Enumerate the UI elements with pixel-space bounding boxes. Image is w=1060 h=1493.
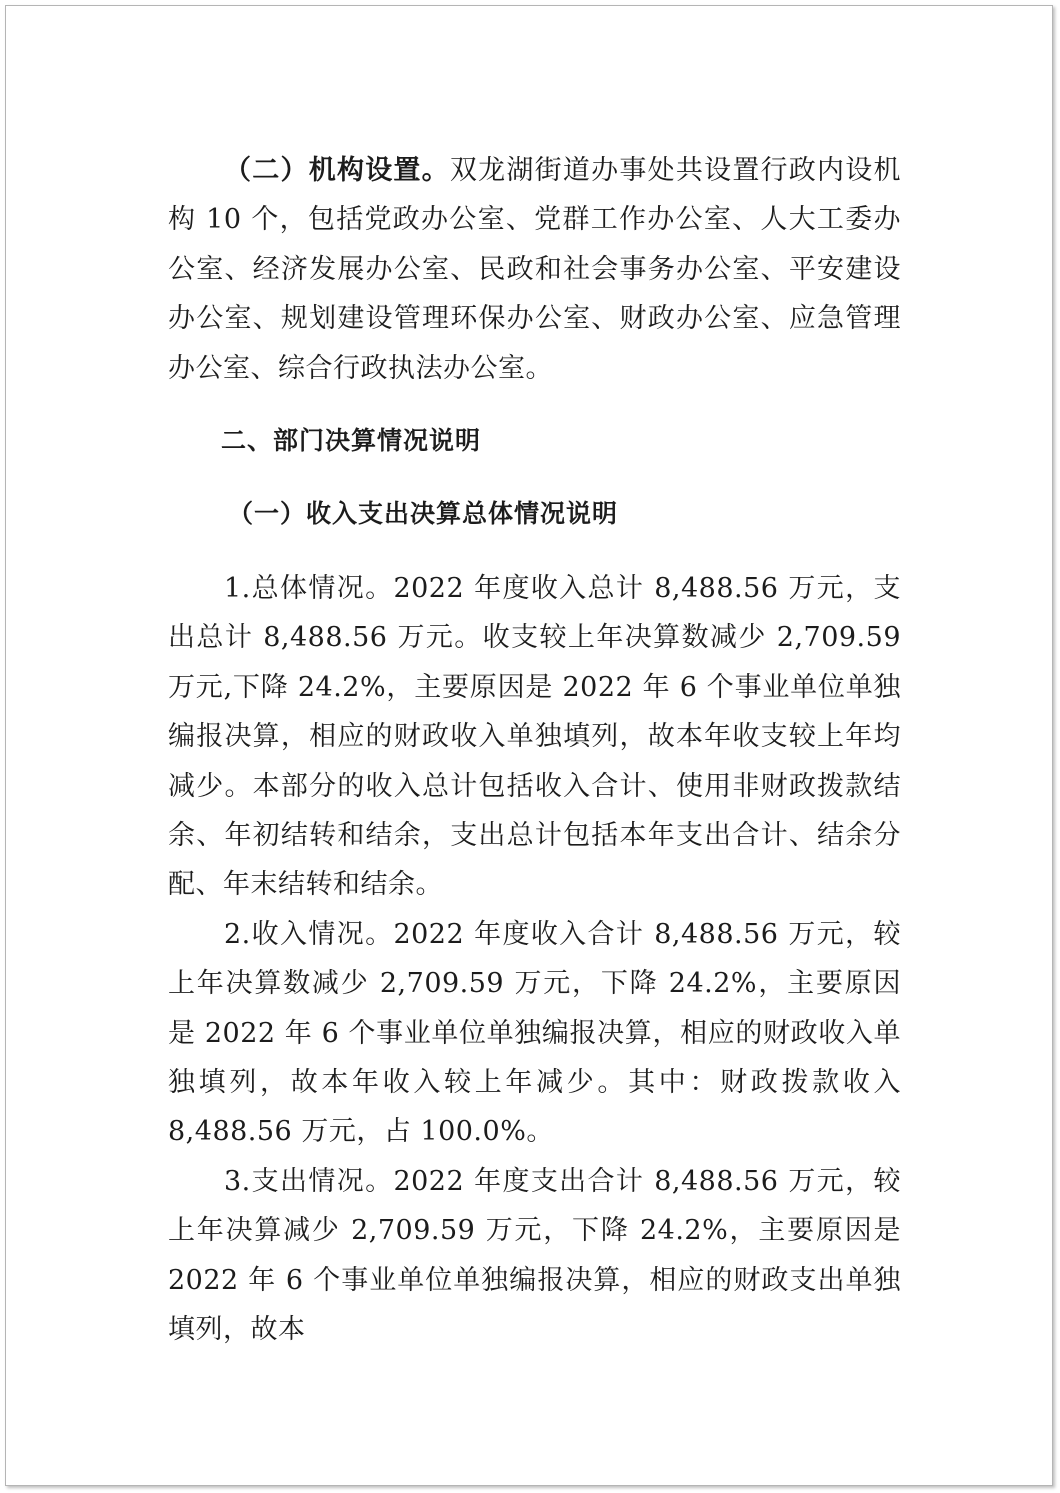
income-expense-overview-body [168,564,901,1355]
expense-situation-paragraph: 3.支出情况。2022 年度支出合计 8,488.56 万元，较上年决算减少 2,709.59 万元，下降 24.2%，主要原因是 2022 年 6 个事业单位单独编报决算，相应的财政支出单独填列，故本 [168,1165,901,1346]
subsection-heading-income-expense-overview: （一）收入支出决算总体情况说明 [228,499,619,528]
income-situation-paragraph: 2.收入情况。2022 年度收入合计 8,488.56 万元，较上年决算数减少 2,709.59 万元，下降 24.2%，主要原因是 2022 年 6 个事业单位单独编报决算，相应的财政收入单独填列，故本年收入较上年减少。其中：财政拨款收入 8,488.56 万元，占 100.0%。 [168,918,901,1148]
org-structure-paragraph [168,146,901,393]
overall-situation-paragraph: 1.总体情况。2022 年度收入总计 8,488.56 万元，支出总计 8,488.56 万元。收支较上年决算数减少 2,709.59 万元,下降 24.2%，主要原因是 2022 年 6 个事业单位单独编报决算，相应的财政收入单独填列，故本年收支较上年均减少。本部分的收入总计包括收入合计、使用非财政拨款结余、年初结转和结余，支出总计包括本年支出合计、结余分配、年末结转和结余。 [168,573,901,901]
section-heading-dept-final-accounts: 二、部门决算情况说明 [221,426,482,455]
section-org-structure [168,146,901,393]
org-structure-lead: （二）机构设置。 [224,155,450,186]
document-page [5,5,1053,1486]
org-structure-body: 双龙湖街道办事处共设置行政内设机构 10 个，包括党政办公室、党群工作办公室、人大工委办公室、经济发展办公室、民政和社会事务办公室、平安建设办公室、规划建设管理环保办公室、财政办公室、应急管理办公室、综合行政执法办公室。 [168,155,902,384]
